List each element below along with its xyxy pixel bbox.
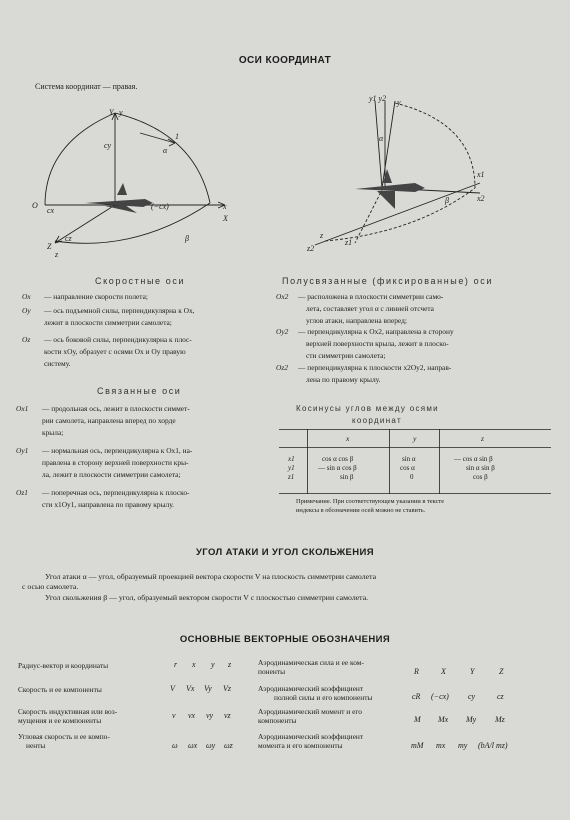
sym-R: R xyxy=(414,667,419,676)
sym-omega: ω xyxy=(172,741,178,750)
cell-z1-z: cos β xyxy=(473,473,488,481)
vector-row-moment-coef: Аэродинамический коэффициент момента и его компоненты xyxy=(258,732,364,750)
sym-neg-cx: (−cx) xyxy=(431,692,449,701)
x1-label: x1 xyxy=(477,170,485,179)
cell-y1-x: — sin α cos β xyxy=(318,464,357,472)
cy-label: cy xyxy=(104,141,112,150)
sym-Mx: Mx xyxy=(438,715,449,724)
sym-omega-y: ωy xyxy=(206,741,216,750)
row-axis-z1: z1 xyxy=(288,473,295,481)
sym-cy: cy xyxy=(468,692,476,701)
semi-axis-oz2: Oz2 — перпендикулярна к плоскости x2Oy2, направ- лена по правому крылу. xyxy=(276,363,452,384)
vector-row-radius: Радиус-вектор и координаты xyxy=(18,661,109,670)
sym-omega-z: ωz xyxy=(224,741,233,750)
attack-paragraph-1b: с осью самолета. xyxy=(22,582,79,591)
sym-vx: vx xyxy=(188,711,196,720)
y-label: y xyxy=(397,98,401,107)
body-axes-heading: Связанные оси xyxy=(97,386,182,396)
speed-axes-diagram xyxy=(25,103,250,263)
vector-row-induced: Скорость индуктивная или воз- мущения и ее компоненты xyxy=(18,707,118,725)
attack-paragraph-2: Угол скольжения β — угол, образуемый вектором скорости V с плоскостью симметрии самолета. xyxy=(45,593,369,602)
sym-vy: vy xyxy=(206,711,214,720)
sym-X: X xyxy=(441,667,446,676)
sym-Y: Y xyxy=(470,667,475,676)
z2-label: z2 xyxy=(307,244,315,253)
z1-label: z1 xyxy=(345,238,353,247)
sym-Vx: Vx xyxy=(186,684,195,693)
system-note: Система координат — правая. xyxy=(35,82,138,91)
sym-v: v xyxy=(172,711,176,720)
speed-axis-oz: Oz — ось боковой силы, перпендикулярна к плос- кости xOy, образует с осями Ox и Oy правую систему. xyxy=(22,335,192,368)
alpha-label-right: α xyxy=(379,134,384,143)
neg-cx-label: (−cx) xyxy=(151,202,169,211)
speed-axis-oy: Oy — ось подъемной силы, перпендикулярна к Ox, лежит в плоскости симметрии самолета; xyxy=(22,306,195,327)
cosines-heading-2: координат xyxy=(352,416,402,425)
sym-my: my xyxy=(458,741,468,750)
sym-x: x xyxy=(192,660,196,669)
page-title: ОСИ КООРДИНАТ xyxy=(238,55,332,66)
speed-axes-heading: Скоростные оси xyxy=(95,276,186,286)
sym-Mz: Mz xyxy=(495,715,505,724)
axis-X-label: X xyxy=(223,214,228,223)
axis-Y-label: Y xyxy=(109,108,114,117)
document-page: ОСИ КООРДИНАТ Система координат — правая. Y y cy α 1 O cx (−cx) x X z Z cz β y1 y2 y α x1 x2 β z z2 z1 Скоростные оси Ox — направление скорости полета; Oy — ось подъемной силы, перпендикулярна к Ox, лежит в плоскости симметрии самолета; Oz — ось боковой силы, перпендикулярна к плос- кости xOy, образует с осями Ox и Oy правую систему. Связанные оси Ox1 — продольная ось, лежит в плоскости симмет- рии самолета, направлена вперед по хорде крыла; Oy1 — нормальная ось, перпендикулярна к Ox1, на- правлена в сторону верхней поверхности кры- ла, лежит в плоскости симметрии самолета; Oz1 — поперечная ось, перпендикулярна к плоско- сти x1Oy1, направлена по правому крылу. Полусвязанные (фиксированные) оси Ox2 — расположена в плоскости симметрии само- лета, составляет угол α с линией отсчета углов атаки, направлена вперед; Oy2 — перпендикулярна к Ox2, направлена в сторону верхней поверхности крыла, лежит в плоско- сти симметрии самолета; Oz2 — перпендикулярна к плоскости x2Oy2, направ- лена по правому крылу. Косинусы углов между осями координат x y z x1 y1 z1 cos α cos β — sin α cos β sin β sin α cos α 0 — cos α sin β sin α sin β cos β Примечание. При соответствующем указании в тексте индексы в обозначении осей можно не ставить. УГОЛ АТАКИ И УГОЛ СКОЛЬЖЕНИЯ Угол атаки α — угол, образуемый проекцией вектора скорости V на плоскость симметрии самолета с осью самолета. Угол скольжения β — угол, образуемый вектором скорости V с плоскостью симметрии самолета. ОСНОВНЫЕ ВЕКТОРНЫЕ ОБОЗНАЧЕНИЯ Радиус-вектор и координаты r x y z Скорость и ее компоненты V Vx Vy Vz Скорость индуктивная или воз- мущения и ее компоненты v vx vy vz Угловая скорость и ее компо- ненты ω ωx ωy ωz Аэродинамическая сила и ее ком- поненты R X Y Z Аэродинамический коэффициент полной силы и его компоненты cR (−cx) cy cz Аэродинамический момент и его компоненты M Mx My Mz Аэродинамический коэффициент момента и его компоненты mM mx my (bA/l mz) xyxy=(0,0,570,820)
beta-label: β xyxy=(185,234,189,243)
y1y2-label: y1 y2 xyxy=(369,94,387,103)
semi-axis-oy2: Oy2 — перпендикулярна к Ox2, направлена в сторону верхней поверхности крыла, лежит в плоско- сти симметрии самолета; xyxy=(276,327,454,360)
cell-y1-y: cos α xyxy=(400,464,415,472)
cell-x1-x: cos α cos β xyxy=(322,455,354,463)
body-axis-ox1: Ox1 — продольная ось, лежит в плоскости симмет- рии самолета, направлена вперед по хорде крыла; xyxy=(16,404,190,437)
vector-row-angular: Угловая скорость и ее компо- ненты xyxy=(18,732,110,750)
vector-row-force: Аэродинамическая сила и ее ком- поненты xyxy=(258,658,364,676)
cell-x1-y: sin α xyxy=(402,455,416,463)
body-axes-diagram xyxy=(295,93,495,258)
sym-M: M xyxy=(414,715,421,724)
sym-Vz: Vz xyxy=(223,684,231,693)
cell-z1-x: sin β xyxy=(340,473,354,481)
sym-y: y xyxy=(211,660,215,669)
axis-y-label: y xyxy=(119,108,123,117)
col-header-z: z xyxy=(481,434,484,443)
sym-cR: cR xyxy=(412,692,421,701)
body-axis-oy1: Oy1 — нормальная ось, перпендикулярна к Ox1, на- правлена в сторону верхней поверхности кры- ла, лежит в плоскости симметрии самолета; xyxy=(16,446,193,479)
sym-cz: cz xyxy=(497,692,504,701)
sym-z: z xyxy=(228,660,232,669)
cell-z1-y: 0 xyxy=(410,473,414,481)
cx-label: cx xyxy=(47,206,55,215)
axis-Z-label: Z xyxy=(47,242,52,251)
vector-row-moment: Аэродинамический момент и его компоненты xyxy=(258,707,362,725)
col-header-y: y xyxy=(413,434,417,443)
row-axis-x1: x1 xyxy=(288,455,295,463)
sym-Vy: Vy xyxy=(204,684,212,693)
axis-x-label: x xyxy=(223,202,227,211)
table-note-1: Примечание. При соответствующем указании в тексте xyxy=(296,498,445,505)
sym-mz-ratio: (bA/l mz) xyxy=(478,741,508,750)
x2-label: x2 xyxy=(477,194,485,203)
vector-row-force-coef: Аэродинамический коэффициент полной силы и его компоненты xyxy=(258,684,373,702)
body-axis-oz1: Oz1 — поперечная ось, перпендикулярна к плоско- сти x1Oy1, направлена по правому крылу. xyxy=(16,488,190,509)
origin-label: O xyxy=(32,201,38,210)
vectors-title: ОСНОВНЫЕ ВЕКТОРНЫЕ ОБОЗНАЧЕНИЯ xyxy=(179,634,391,645)
sym-My: My xyxy=(466,715,477,724)
col-header-x: x xyxy=(346,434,350,443)
axis-z-label: z xyxy=(55,250,59,259)
alpha-label: α xyxy=(163,146,168,155)
sym-omega-x: ωx xyxy=(188,741,198,750)
one-label: 1 xyxy=(175,132,179,141)
semi-axes-heading: Полусвязанные (фиксированные) оси xyxy=(282,276,493,286)
row-axis-y1: y1 xyxy=(288,464,295,472)
sym-vz: vz xyxy=(224,711,231,720)
sym-mx: mx xyxy=(436,741,446,750)
table-note-2: индексы в обозначении осей можно не ставить. xyxy=(296,507,426,514)
beta-label-right: β xyxy=(445,196,449,205)
attack-title: УГОЛ АТАКИ И УГОЛ СКОЛЬЖЕНИЯ xyxy=(195,547,375,558)
cosines-heading-1: Косинусы углов между осями xyxy=(296,404,439,413)
z-label-right: z xyxy=(320,231,324,240)
cz-label: cz xyxy=(65,234,72,243)
sym-mM: mM xyxy=(411,741,424,750)
cell-y1-z: sin α sin β xyxy=(466,464,495,472)
vector-row-velocity: Скорость и ее компоненты xyxy=(18,685,102,694)
sym-Z: Z xyxy=(499,667,504,676)
semi-axis-ox2: Ox2 — расположена в плоскости симметрии само- лета, составляет угол α с линией отсчета углов атаки, направлена вперед; xyxy=(276,292,444,325)
sym-V: V xyxy=(170,684,175,693)
attack-paragraph-1a: Угол атаки α — угол, образуемый проекцией вектора скорости V на плоскость симметрии самолета xyxy=(45,572,377,581)
sym-r: r xyxy=(174,660,178,669)
cell-x1-z: — cos α sin β xyxy=(454,455,493,463)
